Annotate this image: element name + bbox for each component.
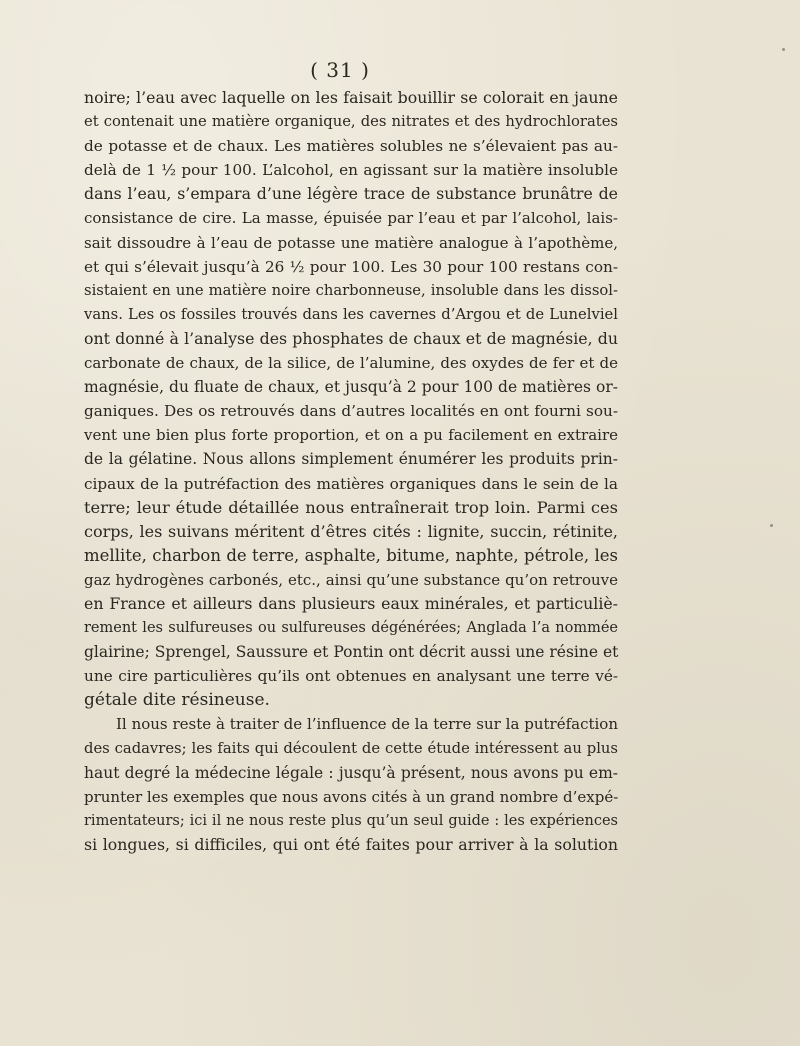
text-line: terre; leur étude détaillée nous entraînerait trop loin. Parmi ces (84, 497, 618, 517)
text-line: une cire particulières qu’ils ont obtenues en analysant une terre vé- (84, 667, 618, 686)
text-line: prunter les exemples que nous avons cités à un grand nombre d’expé- (84, 787, 619, 806)
text-line: corps, les suivans méritent d’êtres cités : lignite, succin, rétinite, (84, 521, 618, 541)
text-line: noire; l’eau avec laquelle on les faisait bouillir se colorait en jaune (84, 88, 618, 107)
text-line: cipaux de la putréfaction des matières organiques dans le sein de la (84, 474, 618, 493)
text-line: ont donné à l’analyse des phosphates de chaux et de magnésie, du (84, 328, 618, 348)
text-line: si longues, si difficiles, qui ont été faites pour arriver à la solution (84, 834, 618, 854)
text-line: dans l’eau, s’empara d’une légère trace de substance brunâtre de (84, 184, 618, 204)
text-line: haut degré la médecine légale : jusqu’à présent, nous avons pu em- (84, 763, 618, 782)
text-line: gaz hydrogènes carbonés, etc., ainsi qu’une substance qu’on retrouve (84, 570, 618, 589)
text-line: des cadavres; les faits qui découlent de cette étude intéressent au plus (84, 739, 618, 757)
text-line: et qui s’élevait jusqu’à 26 ½ pour 100. Les 30 pour 100 restans con- (84, 257, 618, 276)
text-line: de potasse et de chaux. Les matières solubles ne s’élevaient pas au- (84, 137, 618, 156)
body-text (84, 86, 618, 857)
text-line: de la gélatine. Nous allons simplement énumérer les produits prin- (84, 450, 618, 469)
paper-speck (782, 48, 785, 51)
text-line: rimentateurs; ici il ne nous reste plus qu’un seul guide : les expériences (84, 812, 618, 829)
text-line: vans. Les os fossiles trouvés dans les cavernes d’Argou et de Lunelviel (84, 305, 618, 323)
text-line: glairine; Sprengel, Saussure et Pontin ont décrit aussi une résine et (84, 643, 619, 662)
text-line: ganiques. Des os retrouvés dans d’autres localités en ont fourni sou- (84, 402, 618, 421)
text-line: et contenait une matière organique, des nitrates et des hydrochlorates (84, 113, 618, 131)
paper-speck (770, 524, 773, 527)
text-line: en France et ailleurs dans plusieurs eaux minérales, et particuliè- (84, 593, 618, 613)
text-line: rement les sulfureuses ou sulfureuses dégénérées; Anglada l’a nommée (84, 620, 618, 637)
text-line: mellite, charbon de terre, asphalte, bitume, naphte, pétrole, les (84, 545, 618, 565)
text-line: magnésie, du fluate de chaux, et jusqu’à 2 pour 100 de matières or- (84, 378, 618, 397)
text-line: carbonate de chaux, de la silice, de l’alumine, des oxydes de fer et de (84, 354, 618, 373)
page-number: ( 31 ) (310, 58, 370, 82)
text-line: sistaient en une matière noire charbonneuse, insoluble dans les dissol- (84, 281, 618, 299)
text-line: gétale dite résineuse. (84, 690, 270, 711)
text-line: Il nous reste à traiter de l’influence de la terre sur la putréfaction (116, 715, 618, 734)
text-line: consistance de cire. La masse, épuisée par l’eau et par l’alcohol, lais- (84, 209, 618, 228)
text-line: sait dissoudre à l’eau de potasse une matière analogue à l’apothème, (84, 233, 618, 252)
text-line: vent une bien plus forte proportion, et on a pu facilement en extraire (84, 426, 618, 445)
text-line: delà de 1 ½ pour 100. L’alcohol, en agissant sur la matière insoluble (84, 161, 618, 180)
